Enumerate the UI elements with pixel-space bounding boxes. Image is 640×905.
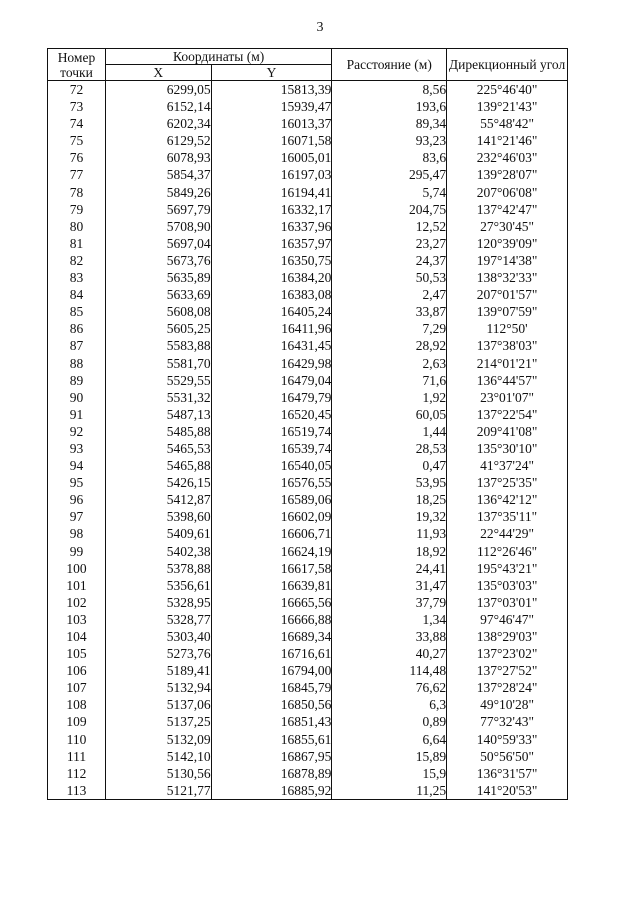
header-coordinates: Координаты (м) bbox=[105, 49, 331, 65]
direction-angle-cell: 23°01'07" bbox=[447, 389, 568, 406]
distance-cell: 2,63 bbox=[332, 355, 447, 372]
table-row bbox=[48, 525, 568, 542]
y-coordinate-cell: 15813,39 bbox=[211, 81, 332, 99]
distance-cell: 0,47 bbox=[332, 457, 447, 474]
distance-cell: 89,34 bbox=[332, 115, 447, 132]
direction-angle-cell: 139°21'43" bbox=[447, 98, 568, 115]
y-coordinate-cell: 16794,00 bbox=[211, 662, 332, 679]
y-coordinate-cell: 16540,05 bbox=[211, 457, 332, 474]
y-coordinate-cell: 15939,47 bbox=[211, 98, 332, 115]
distance-cell: 2,47 bbox=[332, 286, 447, 303]
table-row bbox=[48, 337, 568, 354]
table-row bbox=[48, 98, 568, 115]
x-coordinate-cell: 5635,89 bbox=[105, 269, 211, 286]
point-number-cell: 87 bbox=[48, 337, 106, 354]
table-row bbox=[48, 440, 568, 457]
distance-cell: 60,05 bbox=[332, 406, 447, 423]
direction-angle-cell: 49°10'28" bbox=[447, 696, 568, 713]
point-number-cell: 76 bbox=[48, 149, 106, 166]
y-coordinate-cell: 16431,45 bbox=[211, 337, 332, 354]
x-coordinate-cell: 5132,09 bbox=[105, 731, 211, 748]
x-coordinate-cell: 5531,32 bbox=[105, 389, 211, 406]
direction-angle-cell: 139°07'59" bbox=[447, 303, 568, 320]
table-row bbox=[48, 406, 568, 423]
point-number-cell: 90 bbox=[48, 389, 106, 406]
y-coordinate-cell: 16602,09 bbox=[211, 508, 332, 525]
table-row bbox=[48, 782, 568, 800]
direction-angle-cell: 50°56'50" bbox=[447, 748, 568, 765]
y-coordinate-cell: 16405,24 bbox=[211, 303, 332, 320]
x-coordinate-cell: 5378,88 bbox=[105, 560, 211, 577]
direction-angle-cell: 136°44'57" bbox=[447, 372, 568, 389]
table-row bbox=[48, 355, 568, 372]
direction-angle-cell: 55°48'42" bbox=[447, 115, 568, 132]
y-coordinate-cell: 16332,17 bbox=[211, 201, 332, 218]
point-number-cell: 94 bbox=[48, 457, 106, 474]
table-body bbox=[48, 81, 568, 800]
distance-cell: 31,47 bbox=[332, 577, 447, 594]
direction-angle-cell: 207°06'08" bbox=[447, 184, 568, 201]
distance-cell: 23,27 bbox=[332, 235, 447, 252]
distance-cell: 50,53 bbox=[332, 269, 447, 286]
y-coordinate-cell: 16197,03 bbox=[211, 166, 332, 183]
distance-cell: 6,3 bbox=[332, 696, 447, 713]
x-coordinate-cell: 5273,76 bbox=[105, 645, 211, 662]
direction-angle-cell: 112°26'46" bbox=[447, 543, 568, 560]
x-coordinate-cell: 5697,79 bbox=[105, 201, 211, 218]
y-coordinate-cell: 16194,41 bbox=[211, 184, 332, 201]
x-coordinate-cell: 5487,13 bbox=[105, 406, 211, 423]
x-coordinate-cell: 5398,60 bbox=[105, 508, 211, 525]
table-row bbox=[48, 474, 568, 491]
x-coordinate-cell: 5633,69 bbox=[105, 286, 211, 303]
direction-angle-cell: 77°32'43" bbox=[447, 713, 568, 730]
table-row bbox=[48, 543, 568, 560]
point-number-cell: 86 bbox=[48, 320, 106, 337]
table-row bbox=[48, 372, 568, 389]
direction-angle-cell: 135°03'03" bbox=[447, 577, 568, 594]
y-coordinate-cell: 16851,43 bbox=[211, 713, 332, 730]
distance-cell: 6,64 bbox=[332, 731, 447, 748]
table-row bbox=[48, 662, 568, 679]
distance-cell: 28,53 bbox=[332, 440, 447, 457]
x-coordinate-cell: 5328,95 bbox=[105, 594, 211, 611]
distance-cell: 7,29 bbox=[332, 320, 447, 337]
point-number-cell: 113 bbox=[48, 782, 106, 800]
table-row bbox=[48, 748, 568, 765]
y-coordinate-cell: 16606,71 bbox=[211, 525, 332, 542]
table-row bbox=[48, 679, 568, 696]
y-coordinate-cell: 16665,56 bbox=[211, 594, 332, 611]
y-coordinate-cell: 16576,55 bbox=[211, 474, 332, 491]
x-coordinate-cell: 5130,56 bbox=[105, 765, 211, 782]
direction-angle-cell: 137°03'01" bbox=[447, 594, 568, 611]
y-coordinate-cell: 16520,45 bbox=[211, 406, 332, 423]
x-coordinate-cell: 5132,94 bbox=[105, 679, 211, 696]
direction-angle-cell: 209°41'08" bbox=[447, 423, 568, 440]
x-coordinate-cell: 6152,14 bbox=[105, 98, 211, 115]
direction-angle-cell: 137°42'47" bbox=[447, 201, 568, 218]
table-row bbox=[48, 645, 568, 662]
point-number-cell: 91 bbox=[48, 406, 106, 423]
point-number-cell: 110 bbox=[48, 731, 106, 748]
x-coordinate-cell: 6078,93 bbox=[105, 149, 211, 166]
point-number-cell: 99 bbox=[48, 543, 106, 560]
point-number-cell: 78 bbox=[48, 184, 106, 201]
x-coordinate-cell: 5402,38 bbox=[105, 543, 211, 560]
point-number-cell: 100 bbox=[48, 560, 106, 577]
header-y: Y bbox=[211, 65, 332, 81]
direction-angle-cell: 225°46'40" bbox=[447, 81, 568, 99]
point-number-cell: 111 bbox=[48, 748, 106, 765]
distance-cell: 53,95 bbox=[332, 474, 447, 491]
x-coordinate-cell: 6299,05 bbox=[105, 81, 211, 99]
direction-angle-cell: 41°37'24" bbox=[447, 457, 568, 474]
table-row bbox=[48, 184, 568, 201]
y-coordinate-cell: 16878,89 bbox=[211, 765, 332, 782]
distance-cell: 1,34 bbox=[332, 611, 447, 628]
table-row bbox=[48, 731, 568, 748]
table-row bbox=[48, 149, 568, 166]
y-coordinate-cell: 16589,06 bbox=[211, 491, 332, 508]
point-number-cell: 112 bbox=[48, 765, 106, 782]
x-coordinate-cell: 6129,52 bbox=[105, 132, 211, 149]
table-row bbox=[48, 389, 568, 406]
table-row bbox=[48, 303, 568, 320]
distance-cell: 15,89 bbox=[332, 748, 447, 765]
table-row bbox=[48, 269, 568, 286]
distance-cell: 33,88 bbox=[332, 628, 447, 645]
distance-cell: 24,37 bbox=[332, 252, 447, 269]
table-row bbox=[48, 628, 568, 645]
direction-angle-cell: 137°22'54" bbox=[447, 406, 568, 423]
table-row bbox=[48, 560, 568, 577]
point-number-cell: 102 bbox=[48, 594, 106, 611]
point-number-cell: 93 bbox=[48, 440, 106, 457]
table-row bbox=[48, 320, 568, 337]
table-row bbox=[48, 696, 568, 713]
table-row bbox=[48, 457, 568, 474]
distance-cell: 93,23 bbox=[332, 132, 447, 149]
distance-cell: 1,92 bbox=[332, 389, 447, 406]
x-coordinate-cell: 5356,61 bbox=[105, 577, 211, 594]
y-coordinate-cell: 16855,61 bbox=[211, 731, 332, 748]
table-row bbox=[48, 765, 568, 782]
table-row bbox=[48, 218, 568, 235]
y-coordinate-cell: 16005,01 bbox=[211, 149, 332, 166]
distance-cell: 83,6 bbox=[332, 149, 447, 166]
x-coordinate-cell: 5581,70 bbox=[105, 355, 211, 372]
direction-angle-cell: 136°31'57" bbox=[447, 765, 568, 782]
y-coordinate-cell: 16479,79 bbox=[211, 389, 332, 406]
point-number-cell: 83 bbox=[48, 269, 106, 286]
x-coordinate-cell: 5142,10 bbox=[105, 748, 211, 765]
distance-cell: 15,9 bbox=[332, 765, 447, 782]
point-number-cell: 103 bbox=[48, 611, 106, 628]
point-number-cell: 74 bbox=[48, 115, 106, 132]
direction-angle-cell: 22°44'29" bbox=[447, 525, 568, 542]
x-coordinate-cell: 5465,88 bbox=[105, 457, 211, 474]
point-number-cell: 85 bbox=[48, 303, 106, 320]
distance-cell: 11,93 bbox=[332, 525, 447, 542]
distance-cell: 114,48 bbox=[332, 662, 447, 679]
y-coordinate-cell: 16639,81 bbox=[211, 577, 332, 594]
y-coordinate-cell: 16071,58 bbox=[211, 132, 332, 149]
distance-cell: 28,92 bbox=[332, 337, 447, 354]
distance-cell: 33,87 bbox=[332, 303, 447, 320]
point-number-cell: 81 bbox=[48, 235, 106, 252]
direction-angle-cell: 112°50' bbox=[447, 320, 568, 337]
direction-angle-cell: 139°28'07" bbox=[447, 166, 568, 183]
x-coordinate-cell: 5465,53 bbox=[105, 440, 211, 457]
distance-cell: 204,75 bbox=[332, 201, 447, 218]
table-row bbox=[48, 423, 568, 440]
y-coordinate-cell: 16689,34 bbox=[211, 628, 332, 645]
direction-angle-cell: 140°59'33" bbox=[447, 731, 568, 748]
distance-cell: 18,92 bbox=[332, 543, 447, 560]
table-row bbox=[48, 577, 568, 594]
y-coordinate-cell: 16885,92 bbox=[211, 782, 332, 800]
table-row bbox=[48, 166, 568, 183]
point-number-cell: 89 bbox=[48, 372, 106, 389]
point-number-cell: 88 bbox=[48, 355, 106, 372]
x-coordinate-cell: 5673,76 bbox=[105, 252, 211, 269]
y-coordinate-cell: 16411,96 bbox=[211, 320, 332, 337]
point-number-cell: 80 bbox=[48, 218, 106, 235]
distance-cell: 12,52 bbox=[332, 218, 447, 235]
point-number-cell: 106 bbox=[48, 662, 106, 679]
x-coordinate-cell: 5426,15 bbox=[105, 474, 211, 491]
distance-cell: 18,25 bbox=[332, 491, 447, 508]
direction-angle-cell: 232°46'03" bbox=[447, 149, 568, 166]
distance-cell: 8,56 bbox=[332, 81, 447, 99]
distance-cell: 295,47 bbox=[332, 166, 447, 183]
point-number-cell: 101 bbox=[48, 577, 106, 594]
point-number-cell: 95 bbox=[48, 474, 106, 491]
x-coordinate-cell: 5849,26 bbox=[105, 184, 211, 201]
direction-angle-cell: 207°01'57" bbox=[447, 286, 568, 303]
direction-angle-cell: 137°28'24" bbox=[447, 679, 568, 696]
x-coordinate-cell: 5708,90 bbox=[105, 218, 211, 235]
x-coordinate-cell: 5137,25 bbox=[105, 713, 211, 730]
direction-angle-cell: 137°35'11" bbox=[447, 508, 568, 525]
point-number-cell: 97 bbox=[48, 508, 106, 525]
y-coordinate-cell: 16384,20 bbox=[211, 269, 332, 286]
distance-cell: 40,27 bbox=[332, 645, 447, 662]
point-number-cell: 96 bbox=[48, 491, 106, 508]
y-coordinate-cell: 16013,37 bbox=[211, 115, 332, 132]
x-coordinate-cell: 5303,40 bbox=[105, 628, 211, 645]
x-coordinate-cell: 6202,34 bbox=[105, 115, 211, 132]
x-coordinate-cell: 5529,55 bbox=[105, 372, 211, 389]
point-number-cell: 72 bbox=[48, 81, 106, 99]
table-row bbox=[48, 235, 568, 252]
distance-cell: 76,62 bbox=[332, 679, 447, 696]
header-x: X bbox=[105, 65, 211, 81]
point-number-cell: 84 bbox=[48, 286, 106, 303]
table-row bbox=[48, 252, 568, 269]
table-row bbox=[48, 81, 568, 99]
header-point-number: Номер точки bbox=[48, 49, 106, 81]
x-coordinate-cell: 5608,08 bbox=[105, 303, 211, 320]
x-coordinate-cell: 5854,37 bbox=[105, 166, 211, 183]
y-coordinate-cell: 16350,75 bbox=[211, 252, 332, 269]
point-number-cell: 109 bbox=[48, 713, 106, 730]
distance-cell: 71,6 bbox=[332, 372, 447, 389]
point-number-cell: 98 bbox=[48, 525, 106, 542]
direction-angle-cell: 137°27'52" bbox=[447, 662, 568, 679]
table-row bbox=[48, 508, 568, 525]
y-coordinate-cell: 16479,04 bbox=[211, 372, 332, 389]
direction-angle-cell: 137°23'02" bbox=[447, 645, 568, 662]
x-coordinate-cell: 5697,04 bbox=[105, 235, 211, 252]
coordinates-table bbox=[47, 48, 568, 800]
x-coordinate-cell: 5583,88 bbox=[105, 337, 211, 354]
x-coordinate-cell: 5328,77 bbox=[105, 611, 211, 628]
point-number-cell: 82 bbox=[48, 252, 106, 269]
point-number-cell: 105 bbox=[48, 645, 106, 662]
direction-angle-cell: 137°38'03" bbox=[447, 337, 568, 354]
x-coordinate-cell: 5121,77 bbox=[105, 782, 211, 800]
y-coordinate-cell: 16617,58 bbox=[211, 560, 332, 577]
y-coordinate-cell: 16845,79 bbox=[211, 679, 332, 696]
distance-cell: 37,79 bbox=[332, 594, 447, 611]
direction-angle-cell: 138°29'03" bbox=[447, 628, 568, 645]
y-coordinate-cell: 16867,95 bbox=[211, 748, 332, 765]
table-row bbox=[48, 132, 568, 149]
y-coordinate-cell: 16539,74 bbox=[211, 440, 332, 457]
y-coordinate-cell: 16383,08 bbox=[211, 286, 332, 303]
x-coordinate-cell: 5137,06 bbox=[105, 696, 211, 713]
table-row bbox=[48, 594, 568, 611]
point-number-cell: 108 bbox=[48, 696, 106, 713]
point-number-cell: 77 bbox=[48, 166, 106, 183]
distance-cell: 24,41 bbox=[332, 560, 447, 577]
page-number: 3 bbox=[316, 20, 324, 35]
distance-cell: 11,25 bbox=[332, 782, 447, 800]
distance-cell: 5,74 bbox=[332, 184, 447, 201]
x-coordinate-cell: 5409,61 bbox=[105, 525, 211, 542]
table-row bbox=[48, 201, 568, 218]
direction-angle-cell: 135°30'10" bbox=[447, 440, 568, 457]
y-coordinate-cell: 16357,97 bbox=[211, 235, 332, 252]
direction-angle-cell: 197°14'38" bbox=[447, 252, 568, 269]
point-number-cell: 104 bbox=[48, 628, 106, 645]
x-coordinate-cell: 5485,88 bbox=[105, 423, 211, 440]
distance-cell: 19,32 bbox=[332, 508, 447, 525]
table-row bbox=[48, 491, 568, 508]
y-coordinate-cell: 16337,96 bbox=[211, 218, 332, 235]
y-coordinate-cell: 16666,88 bbox=[211, 611, 332, 628]
direction-angle-cell: 138°32'33" bbox=[447, 269, 568, 286]
direction-angle-cell: 97°46'47" bbox=[447, 611, 568, 628]
direction-angle-cell: 195°43'21" bbox=[447, 560, 568, 577]
point-number-cell: 107 bbox=[48, 679, 106, 696]
y-coordinate-cell: 16429,98 bbox=[211, 355, 332, 372]
direction-angle-cell: 214°01'21" bbox=[447, 355, 568, 372]
distance-cell: 1,44 bbox=[332, 423, 447, 440]
x-coordinate-cell: 5412,87 bbox=[105, 491, 211, 508]
point-number-cell: 79 bbox=[48, 201, 106, 218]
distance-cell: 0,89 bbox=[332, 713, 447, 730]
y-coordinate-cell: 16850,56 bbox=[211, 696, 332, 713]
table-row bbox=[48, 713, 568, 730]
direction-angle-cell: 136°42'12" bbox=[447, 491, 568, 508]
table-row bbox=[48, 611, 568, 628]
point-number-cell: 75 bbox=[48, 132, 106, 149]
x-coordinate-cell: 5189,41 bbox=[105, 662, 211, 679]
y-coordinate-cell: 16624,19 bbox=[211, 543, 332, 560]
table-row bbox=[48, 115, 568, 132]
header-direction-angle: Дирекционный угол bbox=[447, 49, 568, 81]
point-number-cell: 92 bbox=[48, 423, 106, 440]
header-distance: Расстояние (м) bbox=[332, 49, 447, 81]
direction-angle-cell: 141°21'46" bbox=[447, 132, 568, 149]
x-coordinate-cell: 5605,25 bbox=[105, 320, 211, 337]
table-row bbox=[48, 286, 568, 303]
direction-angle-cell: 120°39'09" bbox=[447, 235, 568, 252]
y-coordinate-cell: 16519,74 bbox=[211, 423, 332, 440]
distance-cell: 193,6 bbox=[332, 98, 447, 115]
point-number-cell: 73 bbox=[48, 98, 106, 115]
direction-angle-cell: 141°20'53" bbox=[447, 782, 568, 800]
direction-angle-cell: 137°25'35" bbox=[447, 474, 568, 491]
direction-angle-cell: 27°30'45" bbox=[447, 218, 568, 235]
y-coordinate-cell: 16716,61 bbox=[211, 645, 332, 662]
